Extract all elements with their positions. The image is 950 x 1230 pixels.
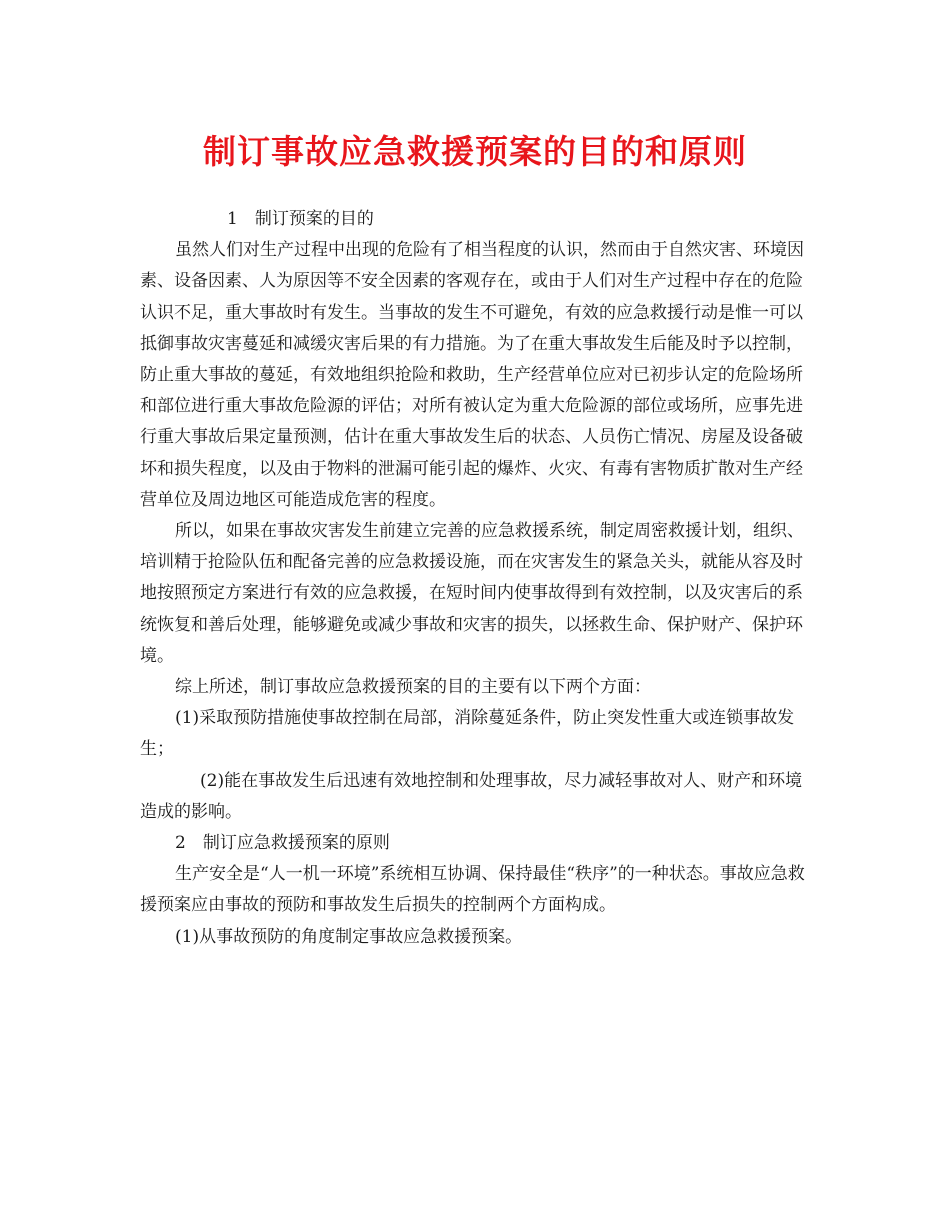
paragraph-purpose-background: 虽然人们对生产过程中出现的危险有了相当程度的认识，然而由于自然灾害、环境因素、设备因素、人为原因等不安全因素的客观存在，或由于人们对生产过程中存在的危险认识不足，重大事故时有发生。当事故的发生不可避免，有效的应急救援行动是惟一可以抵御事故灾害蔓延和减缓灾害后果的有力措施。为了在重大事故发生后能及时予以控制，防止重大事故的蔓延，有效地组织抢险和救助，生产经营单位应对已初步认定的危险场所和部位进行重大事故危险源的评估；对所有被认定为重大危险源的部位或场所，应事先进行重大事故后果定量预测，估计在重大事故发生后的状态、人员伤亡情况、房屋及设备破坏和损失程度，以及由于物料的泄漏可能引起的爆炸、火灾、有毒有害物质扩散对生产经营单位及周边地区可能造成危害的程度。 [140,240,804,510]
list-item-purpose-1: (1)采取预防措施使事故控制在局部，消除蔓延条件，防止突发性重大或连锁事故发生； [140,708,795,760]
paragraph-principles: 生产安全是“人一机一环境”系统相互协调、保持最佳“秩序”的一种状态。事故应急救援预案应由事故的预防和事故发生后损失的控制两个方面构成。 [140,864,805,916]
document-body [140,204,815,953]
list-item-purpose-2: (2)能在事故发生后迅速有效地控制和处理事故，尽力减轻事故对人、财产和环境造成的影响。 [140,770,803,822]
paragraph-purpose-benefit: 所以，如果在事故灾害发生前建立完善的应急救援系统，制定周密救援计划，组织、培训精于抢险队伍和配备完善的应急救援设施，而在灾害发生的紧急关头，就能从容及时地按照预定方案进行有效的应急救援，在短时间内使事故得到有效控制，以及灾害后的系统恢复和善后处理，能够避免或减少事故和灾害的损失，以拯救生命、保护财产、保护环境。 [140,521,804,666]
section-heading-principles: 2 制订应急救援预案的原则 [175,833,390,854]
paragraph-summary: 综上所述，制订事故应急救援预案的目的主要有以下两个方面： [175,677,651,698]
document-title: 制订事故应急救援预案的目的和原则 [203,132,747,171]
list-item-principle-1: (1)从事故预防的角度制定事故应急救援预案。 [175,926,523,947]
section-heading-purpose: 1 制订预案的目的 [227,209,374,229]
